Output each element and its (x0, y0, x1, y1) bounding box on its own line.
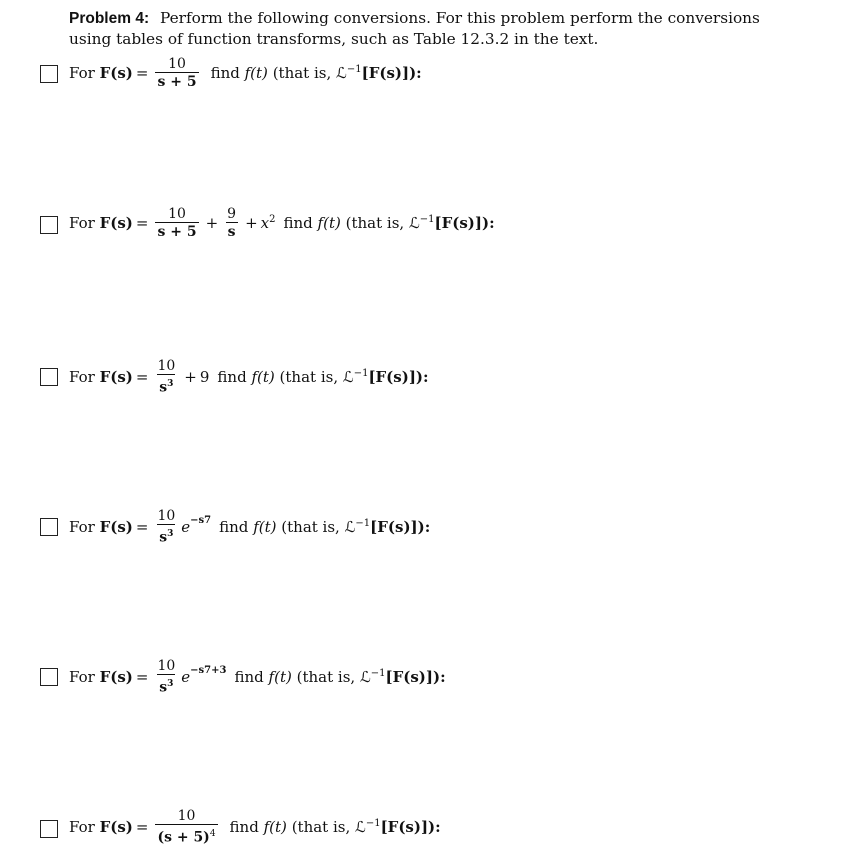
plus-sign: + (184, 367, 197, 386)
laplace-inverse: ℒ$^{-1}$ (355, 817, 381, 836)
closing-text: [F(s)]): (370, 517, 431, 536)
denominator: $(s + 5)^4$ (155, 824, 217, 846)
find-text: find (217, 367, 247, 386)
expression-3 (69, 358, 429, 396)
f-of-t: f(t) (253, 517, 277, 536)
denominator: s + 5 (157, 74, 197, 90)
equals-sign: = (135, 214, 149, 232)
problem-item-4 (40, 508, 820, 548)
checkbox-6[interactable] (40, 820, 58, 838)
closing-text: [F(s)]): (434, 214, 495, 232)
f-of-t: f(t) (251, 367, 275, 386)
numerator: 10 (177, 808, 196, 824)
problem-label: Problem 4: (69, 10, 150, 27)
fraction (155, 808, 217, 846)
for-text: For (69, 517, 95, 536)
find-text: find (234, 667, 264, 686)
F-label: F(s) (99, 517, 133, 536)
numerator-2: 9 (227, 206, 237, 222)
f-of-t: f(t) (244, 64, 268, 82)
denominator: $s^3$ (157, 374, 175, 396)
checkbox-4[interactable] (40, 518, 58, 536)
F-label: F(s) (99, 367, 133, 386)
problem-item-5 (40, 658, 820, 698)
closing-text: [F(s)]): (361, 64, 422, 82)
that-is-text: (that is, (296, 667, 356, 686)
F-label: F(s) (99, 667, 133, 686)
f-of-t: f(t) (263, 817, 287, 836)
for-text: For (69, 214, 95, 232)
numerator: 10 (157, 508, 176, 524)
numerator: 10 (157, 358, 176, 374)
equals-sign: = (135, 367, 149, 386)
problem-item-2 (40, 206, 820, 246)
closing-text: [F(s)]): (368, 367, 429, 386)
fraction (155, 508, 177, 546)
equals-sign: = (135, 517, 149, 536)
constant: 9 (199, 367, 210, 386)
problem-item-6 (40, 808, 820, 848)
fraction (155, 206, 198, 240)
checkbox-2[interactable] (40, 216, 58, 234)
for-text: For (69, 667, 95, 686)
closing-text: [F(s)]): (385, 667, 446, 686)
for-text: For (69, 64, 95, 82)
find-text: find (229, 817, 259, 836)
find-text: find (210, 64, 240, 82)
laplace-inverse: ℒ$^{-1}$ (336, 64, 362, 82)
that-is-text: (that is, (345, 214, 405, 232)
fraction (155, 358, 177, 396)
equals-sign: = (135, 817, 149, 836)
expression-5 (69, 658, 446, 696)
for-text: For (69, 367, 95, 386)
fraction-2 (225, 206, 238, 240)
that-is-text: (that is, (291, 817, 351, 836)
fraction (155, 658, 177, 696)
laplace-inverse: ℒ$^{-1}$ (344, 517, 371, 536)
expression-6 (69, 808, 441, 846)
equals-sign: = (135, 64, 149, 82)
laplace-inverse: ℒ$^{-1}$ (359, 667, 386, 686)
laplace-inverse: ℒ$^{-1}$ (408, 214, 435, 232)
denominator: s + 5 (157, 224, 197, 240)
problem-header (69, 8, 799, 49)
that-is-text: (that is, (279, 367, 339, 386)
for-text: For (69, 817, 95, 836)
x-squared: $x^2$ (260, 214, 276, 232)
equals-sign: = (135, 667, 149, 686)
checkbox-3[interactable] (40, 368, 58, 386)
F-label: F(s) (99, 64, 133, 82)
numerator: 10 (157, 658, 176, 674)
numerator: 10 (168, 206, 186, 222)
plus-sign: + (205, 214, 219, 232)
denominator: $s^3$ (157, 674, 175, 696)
problem-item-1 (40, 56, 820, 96)
f-of-t: f(t) (268, 667, 292, 686)
problem-text: Perform the following conversions. For this problem perform the conversions using tables of function transforms, such as Table 12.3.2 in the text. (69, 9, 760, 48)
checkbox-1[interactable] (40, 65, 58, 83)
plus-sign-2: + (245, 214, 258, 232)
exponential: $e^{-s7+3}$ (181, 664, 227, 686)
problem-item-3 (40, 358, 820, 398)
that-is-text: (that is, (281, 517, 340, 536)
fraction (155, 56, 198, 90)
expression-2 (69, 206, 495, 240)
f-of-t: f(t) (317, 214, 341, 232)
F-label: F(s) (99, 214, 133, 232)
laplace-inverse: ℒ$^{-1}$ (342, 367, 369, 386)
find-text: find (283, 214, 313, 232)
denominator-2: s (227, 224, 236, 240)
checkbox-5[interactable] (40, 668, 58, 686)
numerator: 10 (168, 56, 186, 72)
expression-4 (69, 508, 430, 546)
denominator: $s^3$ (157, 524, 175, 546)
find-text: find (219, 517, 249, 536)
exponential: $e^{-s7}$ (181, 514, 212, 536)
closing-text: [F(s)]): (380, 817, 441, 836)
that-is-text: (that is, (272, 64, 332, 82)
F-label: F(s) (99, 817, 133, 836)
expression-1 (69, 56, 422, 90)
